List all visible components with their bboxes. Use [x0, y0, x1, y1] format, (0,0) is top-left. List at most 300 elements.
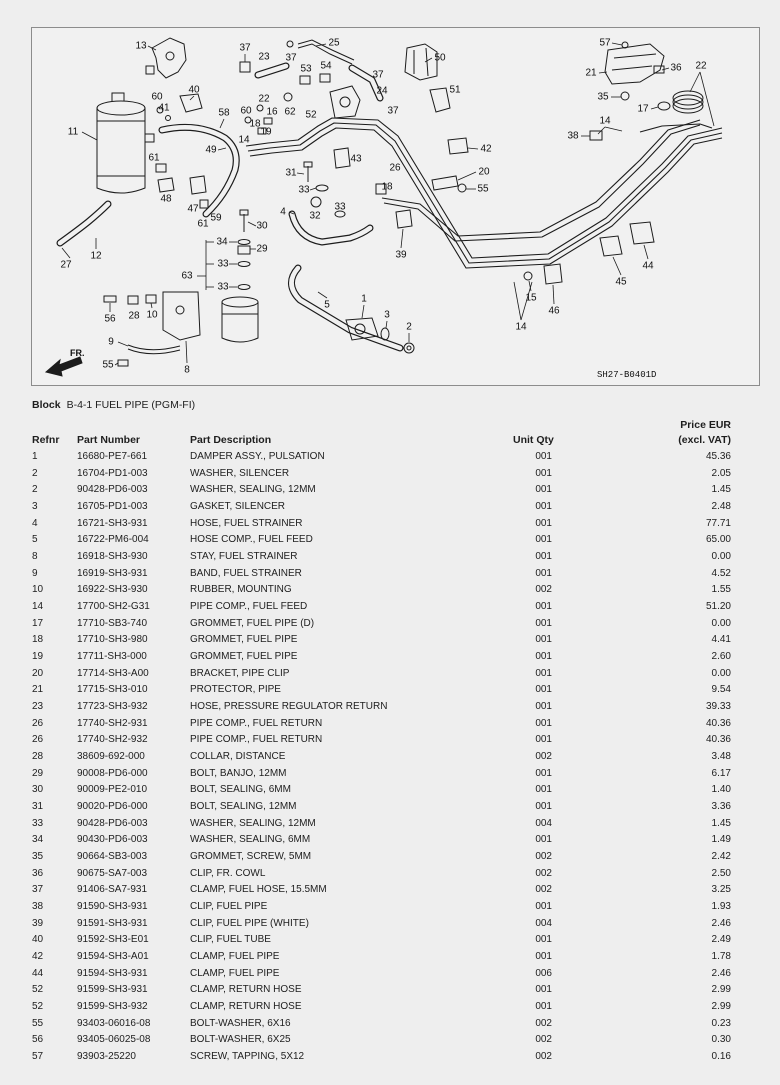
callout-label: 28 [128, 310, 140, 322]
part-number-cell: 17740-SH2-931 [77, 717, 148, 729]
refnr-cell: 21 [32, 684, 44, 696]
refnr-cell: 5 [32, 534, 38, 546]
callout-label: 50 [434, 52, 446, 64]
qty-cell: 001 [535, 784, 552, 796]
qty-cell: 002 [535, 851, 552, 863]
part-number-cell: 38609-692-000 [77, 751, 145, 763]
refnr-cell: 39 [32, 917, 44, 929]
callout-label: 18 [381, 181, 393, 193]
callout-label: 63 [181, 270, 193, 282]
callout-label: 24 [376, 85, 388, 97]
callout-label: 42 [480, 143, 492, 155]
callout-label: 61 [148, 152, 160, 164]
price-cell: 0.00 [711, 667, 731, 679]
qty-cell: 001 [535, 484, 552, 496]
callout-label: 47 [187, 203, 199, 215]
header-part-number: Part Number [77, 434, 141, 446]
table-row [0, 599, 780, 616]
refnr-cell: 37 [32, 884, 44, 896]
callout-label: 15 [525, 292, 537, 304]
refnr-cell: 42 [32, 951, 44, 963]
refnr-cell: 3 [32, 501, 38, 512]
part-number-cell: 17711-SH3-000 [77, 651, 147, 663]
callout-label: 33 [217, 281, 229, 293]
table-row [0, 749, 780, 766]
callout-label: 2 [406, 321, 412, 333]
callout-label: 37 [372, 69, 384, 81]
price-cell: 40.36 [705, 734, 731, 746]
description-cell: DAMPER ASSY., PULSATION [190, 451, 325, 462]
callout-label: 55 [477, 183, 489, 195]
description-cell: WASHER, SILENCER [190, 467, 290, 479]
table-row [0, 649, 780, 666]
qty-cell: 002 [535, 867, 552, 879]
callout-label: 49 [205, 144, 217, 156]
price-cell: 2.46 [711, 917, 731, 929]
qty-cell: 001 [535, 651, 552, 663]
price-cell: 0.00 [711, 617, 731, 629]
part-number-cell: 16922-SH3-930 [77, 584, 148, 596]
refnr-cell: 17 [32, 617, 44, 629]
description-cell: CLIP, FUEL PIPE (WHITE) [190, 917, 309, 929]
callout-label: 22 [258, 93, 270, 105]
header-unit-qty: Unit Qty [513, 434, 554, 446]
refnr-cell: 35 [32, 851, 44, 863]
qty-cell: 001 [535, 667, 552, 679]
qty-cell: 001 [535, 951, 552, 963]
qty-cell: 001 [535, 567, 552, 579]
qty-cell: 001 [535, 834, 552, 846]
description-cell: COLLAR, DISTANCE [190, 751, 286, 763]
description-cell: CLIP, FUEL PIPE [190, 901, 268, 913]
qty-cell: 001 [535, 934, 552, 946]
refnr-cell: 26 [32, 734, 44, 746]
description-cell: RUBBER, MOUNTING [190, 584, 292, 596]
refnr-cell: 38 [32, 901, 44, 913]
header-price-line2: (excl. VAT) [678, 434, 731, 446]
qty-cell: 004 [535, 917, 552, 929]
qty-cell: 001 [535, 767, 552, 779]
description-cell: BOLT, SEALING, 12MM [190, 801, 297, 813]
qty-cell: 001 [535, 984, 552, 996]
price-cell: 2.42 [711, 851, 731, 863]
refnr-cell: 33 [32, 817, 44, 829]
qty-cell: 001 [535, 534, 552, 546]
refnr-cell: 9 [32, 567, 38, 579]
table-row [0, 932, 780, 949]
table-row [0, 549, 780, 566]
table-row [0, 466, 780, 483]
part-number-cell: 91592-SH3-E01 [77, 934, 149, 946]
callout-label: 10 [146, 309, 158, 321]
description-cell: HOSE, FUEL STRAINER [190, 517, 303, 529]
refnr-cell: 8 [32, 551, 38, 563]
description-cell: GROMMET, FUEL PIPE (D) [190, 617, 315, 629]
price-cell: 3.36 [711, 801, 731, 813]
description-cell: BAND, FUEL STRAINER [190, 567, 302, 579]
price-cell: 9.54 [711, 684, 731, 696]
description-cell: PIPE COMP., FUEL FEED [190, 601, 308, 613]
callout-label: 34 [216, 236, 228, 248]
qty-cell: 001 [535, 734, 552, 746]
price-cell: 1.45 [711, 484, 731, 496]
price-cell: 51.20 [705, 601, 731, 613]
part-number-cell: 90020-PD6-000 [77, 801, 148, 813]
callout-label: 26 [389, 162, 401, 174]
block-name: B-4-1 FUEL PIPE (PGM-FI) [66, 399, 196, 411]
callout-label: 23 [258, 51, 270, 63]
part-number-cell: 17740-SH2-932 [77, 734, 148, 746]
callout-label: 16 [266, 106, 278, 118]
qty-cell: 002 [535, 1051, 552, 1063]
callout-label: 36 [670, 62, 682, 74]
description-cell: BOLT-WASHER, 6X25 [190, 1034, 291, 1046]
callout-label: 21 [585, 67, 597, 79]
price-cell: 2.49 [711, 934, 731, 946]
table-row [0, 949, 780, 966]
callout-label: 59 [210, 212, 222, 224]
part-number-cell: 91591-SH3-931 [77, 917, 148, 929]
parts-table-body [0, 449, 780, 1069]
table-row [0, 766, 780, 783]
qty-cell: 001 [535, 717, 552, 729]
table-row [0, 866, 780, 883]
table-row [0, 982, 780, 999]
refnr-cell: 14 [32, 601, 44, 613]
description-cell: PIPE COMP., FUEL RETURN [190, 734, 323, 746]
price-cell: 0.30 [711, 1034, 731, 1046]
part-number-cell: 16722-PM6-004 [77, 534, 149, 546]
callout-label: 35 [597, 91, 609, 103]
part-number-cell: 17700-SH2-G31 [77, 601, 150, 613]
callout-label: 14 [515, 321, 527, 333]
part-number-cell: 16721-SH3-931 [77, 517, 148, 529]
callout-label: 57 [599, 37, 611, 49]
part-number-cell: 16918-SH3-930 [77, 551, 148, 563]
part-number-cell: 17723-SH3-932 [77, 701, 148, 713]
refnr-cell: 52 [32, 1001, 44, 1013]
part-number-cell: 93903-25220 [77, 1051, 136, 1063]
callout-label: 54 [320, 60, 332, 72]
price-cell: 1.45 [711, 817, 731, 829]
callout-label: 14 [599, 115, 611, 127]
part-number-cell: 90008-PD6-000 [77, 767, 148, 779]
part-number-cell: 16705-PD1-003 [77, 501, 148, 512]
callout-label: 60 [151, 91, 163, 103]
qty-cell: 006 [535, 967, 552, 979]
callout-label: 37 [285, 52, 297, 64]
description-cell: WASHER, SEALING, 12MM [190, 817, 316, 829]
diagram-frame [32, 28, 760, 386]
callout-label: 44 [642, 260, 654, 272]
part-number-cell: 90430-PD6-003 [77, 834, 148, 846]
table-row [0, 1049, 780, 1066]
refnr-cell: 56 [32, 1034, 44, 1046]
callout-label: 27 [60, 259, 72, 271]
part-number-cell: 90009-PE2-010 [77, 784, 148, 796]
description-cell: GROMMET, SCREW, 5MM [190, 851, 312, 863]
price-cell: 0.23 [711, 1017, 731, 1029]
part-number-cell: 17715-SH3-010 [77, 684, 148, 696]
callout-label: 38 [567, 130, 579, 142]
table-row [0, 699, 780, 716]
callout-label: 31 [285, 167, 297, 179]
parts-diagram [31, 27, 760, 386]
qty-cell: 001 [535, 601, 552, 613]
refnr-cell: 31 [32, 801, 44, 813]
price-cell: 0.00 [711, 551, 731, 563]
price-cell: 4.41 [711, 634, 731, 646]
description-cell: CLIP, FUEL TUBE [190, 934, 271, 946]
part-number-cell: 91406-SA7-931 [77, 884, 148, 896]
table-row [0, 999, 780, 1016]
table-row [0, 816, 780, 833]
part-number-cell: 91590-SH3-931 [77, 901, 148, 913]
refnr-cell: 4 [32, 517, 38, 529]
qty-cell: 001 [535, 701, 552, 713]
callout-label: 17 [637, 103, 649, 115]
part-number-cell: 17710-SB3-740 [77, 617, 148, 629]
table-row [0, 1032, 780, 1049]
description-cell: CLAMP, FUEL HOSE, 15.5MM [190, 884, 327, 896]
refnr-cell: 10 [32, 584, 44, 596]
qty-cell: 001 [535, 1001, 552, 1013]
part-number-cell: 91594-SH3-931 [77, 967, 148, 979]
price-cell: 2.99 [711, 1001, 731, 1013]
description-cell: BOLT-WASHER, 6X16 [190, 1017, 291, 1029]
price-cell: 45.36 [705, 451, 731, 462]
refnr-cell: 40 [32, 934, 44, 946]
refnr-cell: 23 [32, 701, 44, 713]
table-row [0, 832, 780, 849]
part-number-cell: 16704-PD1-003 [77, 467, 148, 479]
callout-label: 33 [217, 258, 229, 270]
table-row [0, 566, 780, 583]
qty-cell: 002 [535, 751, 552, 763]
callout-label: 12 [90, 250, 102, 262]
qty-cell: 001 [535, 467, 552, 479]
price-cell: 2.48 [711, 501, 731, 512]
callout-label: 33 [298, 184, 310, 196]
table-row [0, 532, 780, 549]
part-number-cell: 93405-06025-08 [77, 1034, 151, 1046]
callout-label: 60 [240, 105, 252, 117]
part-number-cell: 17714-SH3-A00 [77, 667, 149, 679]
callout-label: 48 [160, 193, 172, 205]
block-title [32, 398, 195, 412]
qty-cell: 001 [535, 517, 552, 529]
callout-label: 8 [184, 364, 190, 376]
price-cell: 2.60 [711, 651, 731, 663]
table-row [0, 899, 780, 916]
description-cell: BOLT, BANJO, 12MM [190, 767, 287, 779]
description-cell: HOSE, PRESSURE REGULATOR RETURN [190, 701, 388, 713]
description-cell: BRACKET, PIPE CLIP [190, 667, 290, 679]
description-cell: STAY, FUEL STRAINER [190, 551, 298, 563]
table-row [0, 1016, 780, 1033]
price-cell: 1.49 [711, 834, 731, 846]
price-cell: 0.16 [711, 1051, 731, 1063]
qty-cell: 001 [535, 634, 552, 646]
callout-label: 46 [548, 305, 560, 317]
refnr-cell: 2 [32, 484, 38, 496]
callout-label: 25 [328, 37, 340, 49]
callout-label: 53 [300, 63, 312, 75]
part-number-cell: 91599-SH3-932 [77, 1001, 148, 1013]
description-cell: HOSE COMP., FUEL FEED [190, 534, 313, 546]
table-row [0, 449, 780, 466]
callout-label: 52 [305, 109, 317, 121]
price-cell: 1.55 [711, 584, 731, 596]
price-cell: 2.99 [711, 984, 731, 996]
qty-cell: 002 [535, 1017, 552, 1029]
callout-label: 40 [188, 84, 200, 96]
description-cell: WASHER, SEALING, 6MM [190, 834, 311, 846]
table-row [0, 666, 780, 683]
callout-label: 19 [260, 126, 272, 138]
price-cell: 1.78 [711, 951, 731, 963]
table-row [0, 732, 780, 749]
price-cell: 3.25 [711, 884, 731, 896]
callout-label: 30 [256, 220, 268, 232]
table-row [0, 582, 780, 599]
refnr-cell: 55 [32, 1017, 44, 1029]
part-number-cell: 17710-SH3-980 [77, 634, 148, 646]
table-row [0, 499, 780, 516]
refnr-cell: 34 [32, 834, 44, 846]
description-cell: SCREW, TAPPING, 5X12 [190, 1051, 305, 1063]
refnr-cell: 20 [32, 667, 44, 679]
table-row [0, 799, 780, 816]
refnr-cell: 28 [32, 751, 44, 763]
table-row [0, 916, 780, 933]
callout-label: 29 [256, 243, 268, 255]
callout-label: 11 [67, 126, 79, 138]
refnr-cell: 44 [32, 967, 44, 979]
table-row [0, 882, 780, 899]
price-cell: 1.93 [711, 901, 731, 913]
part-number-cell: 16919-SH3-931 [77, 567, 148, 579]
qty-cell: 001 [535, 551, 552, 563]
part-number-cell: 16680-PE7-661 [77, 451, 148, 462]
table-row [0, 616, 780, 633]
description-cell: CLAMP, RETURN HOSE [190, 984, 302, 996]
price-cell: 6.17 [711, 767, 731, 779]
callout-label: 39 [395, 249, 407, 261]
table-row [0, 966, 780, 983]
description-cell: WASHER, SEALING, 12MM [190, 484, 316, 496]
price-cell: 3.48 [711, 751, 731, 763]
qty-cell: 001 [535, 901, 552, 913]
table-row [0, 516, 780, 533]
table-row [0, 482, 780, 499]
price-cell: 2.05 [711, 467, 731, 479]
price-cell: 2.50 [711, 867, 731, 879]
callout-label: 41 [158, 102, 170, 114]
qty-cell: 001 [535, 451, 552, 462]
refnr-cell: 52 [32, 984, 44, 996]
callout-label: 18 [249, 118, 261, 130]
description-cell: GROMMET, FUEL PIPE [190, 651, 298, 663]
table-row [0, 682, 780, 699]
refnr-cell: 57 [32, 1051, 44, 1063]
part-number-cell: 90664-SB3-003 [77, 851, 148, 863]
callout-label: 37 [239, 42, 251, 54]
qty-cell: 002 [535, 1034, 552, 1046]
description-cell: GASKET, SILENCER [190, 501, 286, 512]
callout-label: 14 [238, 134, 250, 146]
table-row [0, 632, 780, 649]
price-cell: 1.40 [711, 784, 731, 796]
callout-label: 56 [104, 313, 116, 325]
refnr-cell: 26 [32, 717, 44, 729]
table-row [0, 849, 780, 866]
description-cell: CLAMP, FUEL PIPE [190, 967, 280, 979]
price-cell: 39.33 [705, 701, 731, 713]
callout-label: 43 [350, 153, 362, 165]
part-number-cell: 90675-SA7-003 [77, 867, 148, 879]
table-row [0, 716, 780, 733]
diagram-code: SH27-B0401D [597, 370, 657, 380]
refnr-cell: 2 [32, 467, 38, 479]
table-row [0, 782, 780, 799]
qty-cell: 001 [535, 617, 552, 629]
callout-label: 20 [478, 166, 490, 178]
qty-cell: 001 [535, 684, 552, 696]
callout-label: 1 [361, 293, 367, 305]
part-number-cell: 91594-SH3-A01 [77, 951, 149, 963]
description-cell: BOLT, SEALING, 6MM [190, 784, 291, 796]
callout-label: 5 [324, 299, 330, 311]
price-cell: 65.00 [705, 534, 731, 546]
qty-cell: 002 [535, 584, 552, 596]
refnr-cell: 1 [32, 451, 38, 462]
description-cell: PIPE COMP., FUEL RETURN [190, 717, 323, 729]
callout-label: 4 [280, 206, 286, 218]
qty-cell: 004 [535, 817, 552, 829]
callout-label: 3 [384, 309, 390, 321]
refnr-cell: 36 [32, 867, 44, 879]
refnr-cell: 29 [32, 767, 44, 779]
callout-label: 9 [108, 336, 114, 348]
refnr-cell: 18 [32, 634, 44, 646]
callout-label: 58 [218, 107, 230, 119]
callout-label: 61 [197, 218, 209, 230]
header-description: Part Description [190, 434, 272, 446]
refnr-cell: 19 [32, 651, 44, 663]
price-cell: 2.46 [711, 967, 731, 979]
refnr-cell: 30 [32, 784, 44, 796]
callout-label: 51 [449, 84, 461, 96]
callout-label: 33 [334, 201, 346, 213]
price-cell: 40.36 [705, 717, 731, 729]
callout-label: 62 [284, 106, 296, 118]
qty-cell: 002 [535, 884, 552, 896]
qty-cell: 001 [535, 501, 552, 512]
callout-label: 45 [615, 276, 627, 288]
callout-label: 37 [387, 105, 399, 117]
description-cell: CLAMP, FUEL PIPE [190, 951, 280, 963]
part-number-cell: 90428-PD6-003 [77, 484, 148, 496]
price-cell: 77.71 [705, 517, 731, 529]
callout-label: 13 [135, 40, 147, 52]
part-number-cell: 91599-SH3-931 [77, 984, 148, 996]
part-number-cell: 93403-06016-08 [77, 1017, 151, 1029]
qty-cell: 001 [535, 801, 552, 813]
part-number-cell: 90428-PD6-003 [77, 817, 148, 829]
callout-label: 55 [102, 359, 114, 371]
description-cell: PROTECTOR, PIPE [190, 684, 281, 696]
